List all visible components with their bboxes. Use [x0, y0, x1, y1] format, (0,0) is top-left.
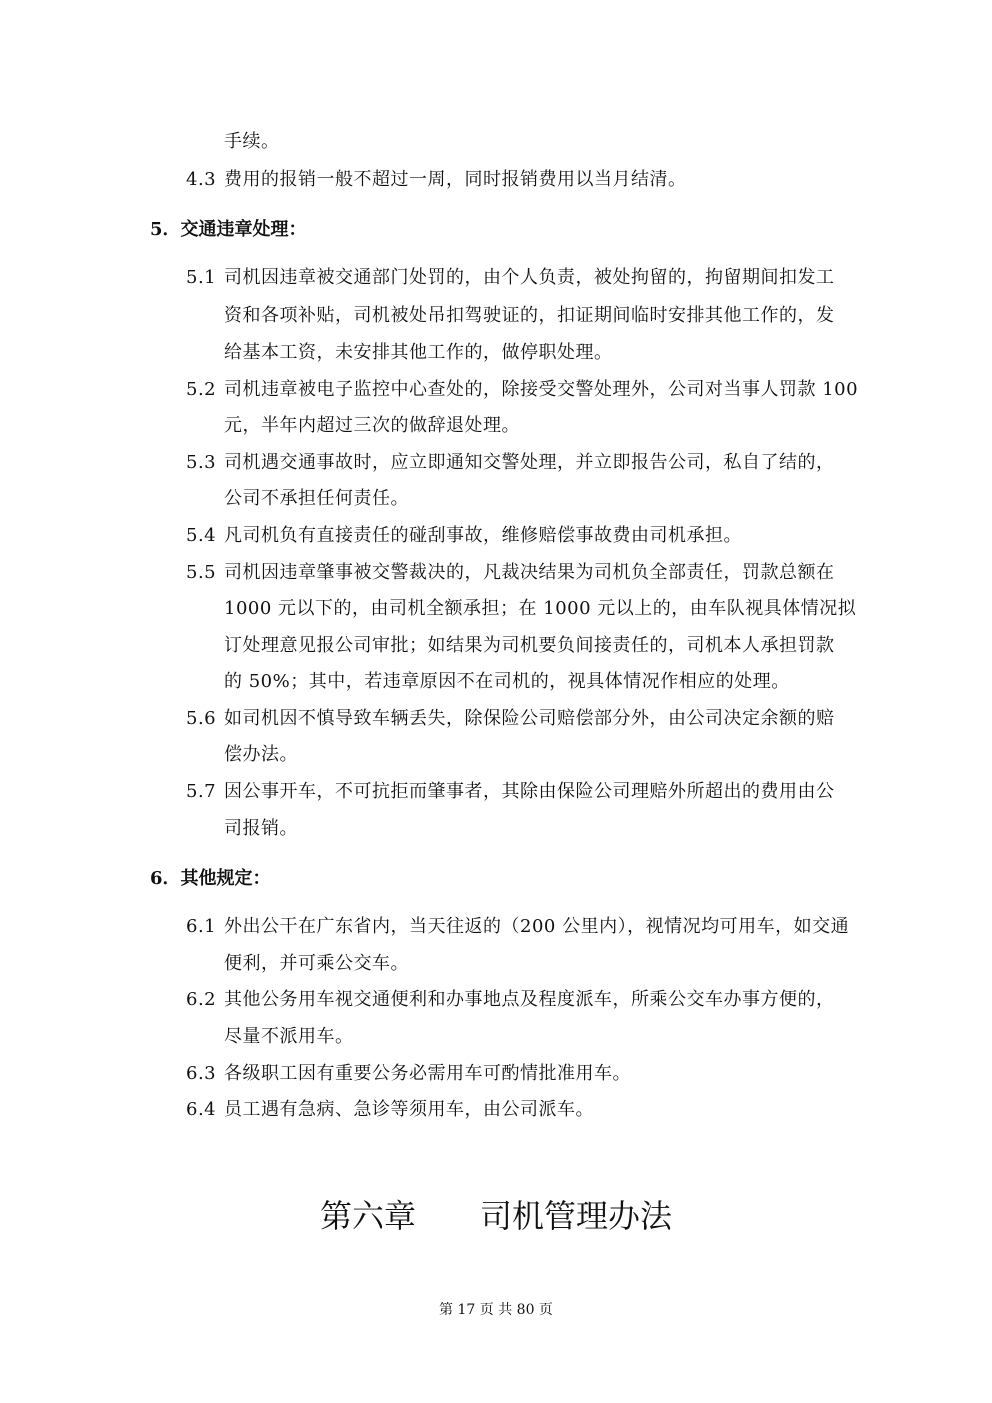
- item-text: 司机遇交通事故时，应立即通知交警处理，并立即报告公司，私自了结的，: [224, 452, 835, 473]
- item-text-continued: 偿办法。: [224, 744, 298, 765]
- item-text: 员工遇有急病、急诊等须用车，由公司派车。: [224, 1099, 594, 1120]
- item-number: 5.4: [186, 525, 217, 546]
- item-text-continued: 订处理意见报公司审批；如结果为司机要负间接责任的，司机本人承担罚款: [224, 635, 835, 656]
- list-item-5-4: [186, 524, 742, 548]
- item-number: 5.3: [186, 452, 217, 473]
- item-text-continued: 司报销。: [224, 818, 298, 839]
- item-number: 6.3: [186, 1063, 217, 1084]
- item-number: 6.2: [186, 989, 217, 1010]
- item-text: 费用的报销一般不超过一周，同时报销费用以当月结清。: [224, 169, 687, 190]
- item-number: 5.2: [186, 379, 217, 400]
- section-heading-6: 6．其他规定：: [150, 868, 271, 889]
- item-number: 5.1: [186, 267, 217, 288]
- item-text-continued: 尽量不派用车。: [224, 1026, 354, 1047]
- item-number: 5.5: [186, 562, 217, 583]
- list-item-6-4: [186, 1098, 594, 1122]
- item-text-continued: 公司不承担任何责任。: [224, 488, 409, 509]
- item-text-continued: 给基本工资，未安排其他工作的，做停职处理。: [224, 342, 613, 363]
- list-item-6-2: [186, 988, 835, 1012]
- item-number: 6.1: [186, 916, 217, 937]
- item-text: 如司机因不慎导致车辆丢失，除保险公司赔偿部分外，由公司决定余额的赔: [224, 708, 835, 729]
- page-footer: 第 17 页 共 80 页: [439, 1302, 553, 1318]
- section-heading-5: 5．交通违章处理：: [150, 219, 307, 240]
- item-text: 其他公务用车视交通便利和办事地点及程度派车，所乘公交车办事方便的，: [224, 989, 835, 1010]
- list-item-6-1: [186, 915, 849, 939]
- list-item-5-7: [186, 780, 835, 804]
- item-number: 4.3: [186, 169, 217, 190]
- list-item-5-6: [186, 707, 835, 731]
- item-text: 司机因违章被交通部门处罚的，由个人负责，被处拘留的，拘留期间扣发工: [224, 267, 835, 288]
- item-text: 各级职工因有重要公务必需用车可酌情批准用车。: [224, 1063, 631, 1084]
- item-text-continued: 的 50%；其中，若违章原因不在司机的，视具体情况作相应的处理。: [224, 671, 790, 692]
- list-item-5-1: [186, 266, 835, 290]
- item-text-continued: 便利，并可乘公交车。: [224, 953, 409, 974]
- item-text-continued: 元，半年内超过三次的做辞退处理。: [224, 415, 520, 436]
- list-item-5-3: [186, 451, 835, 475]
- item-number: 6.4: [186, 1099, 217, 1120]
- item-number: 5.7: [186, 781, 217, 802]
- item-text: 司机违章被电子监控中心查处的，除接受交警处理外，公司对当事人罚款 100: [224, 379, 859, 400]
- continuation-text: 手续。: [224, 131, 280, 152]
- list-item-5-2: [186, 378, 858, 402]
- item-text: 司机因违章肇事被交警裁决的，凡裁决结果为司机负全部责任，罚款总额在: [224, 562, 835, 583]
- item-text: 因公事开车，不可抗拒而肇事者，其除由保险公司理赔外所超出的费用由公: [224, 781, 835, 802]
- list-item-4-3: [186, 168, 687, 192]
- item-text-continued: 资和各项补贴，司机被处吊扣驾驶证的，扣证期间临时安排其他工作的，发: [224, 305, 835, 326]
- item-number: 5.6: [186, 708, 217, 729]
- list-item-6-3: [186, 1062, 631, 1086]
- item-text-continued: 1000 元以下的，由司机全额承担；在 1000 元以上的，由车队视具体情况拟: [224, 598, 857, 619]
- list-item-5-5: [186, 561, 835, 585]
- item-text: 外出公干在广东省内，当天往返的（200 公里内），视情况均可用车，如交通: [224, 916, 850, 937]
- chapter-title: 第六章 司机管理办法: [319, 1197, 672, 1235]
- item-text: 凡司机负有直接责任的碰刮事故，维修赔偿事故费由司机承担。: [224, 525, 742, 546]
